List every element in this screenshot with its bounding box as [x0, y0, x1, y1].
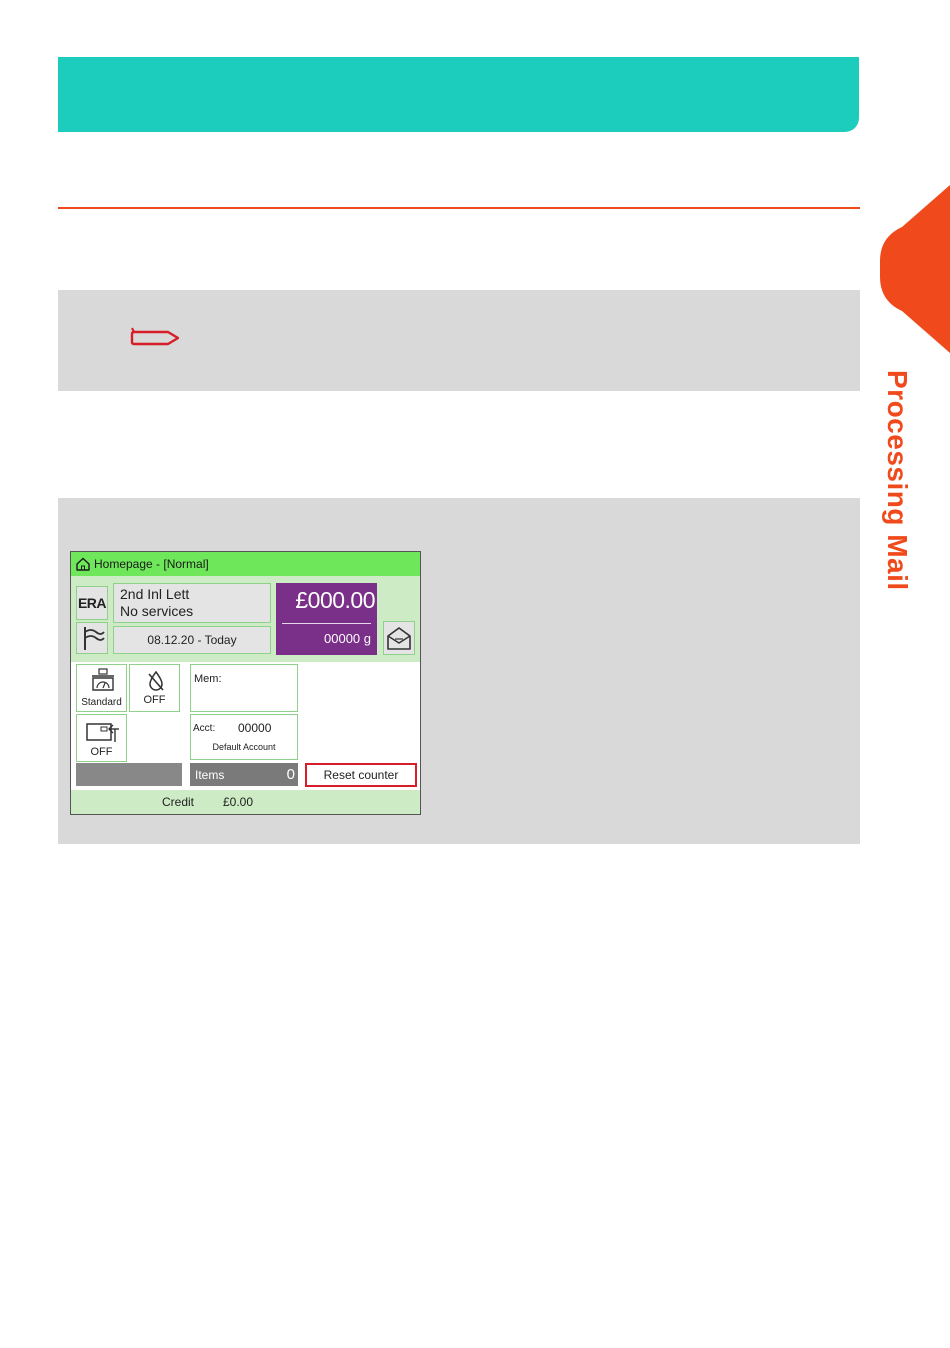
screenshot-panel	[58, 498, 860, 844]
feeder-status: OFF	[90, 746, 113, 758]
ink-status: OFF	[143, 694, 166, 706]
postage-price-display[interactable]	[276, 583, 377, 655]
reset-counter-button[interactable]: Reset counter	[305, 763, 417, 787]
mail-icon	[384, 622, 414, 654]
ink-drop-icon	[146, 670, 166, 692]
items-counter	[190, 763, 298, 786]
screen-title: Homepage - [Normal]	[94, 557, 209, 571]
price-divider	[282, 623, 371, 624]
postage-amount: £000.00	[295, 587, 375, 613]
device-screen	[70, 551, 421, 815]
era-button[interactable]: ERA	[76, 586, 108, 620]
scale-icon	[90, 668, 116, 692]
ink-button[interactable]	[129, 664, 180, 712]
date-selector[interactable]: 08.12.20 - Today	[113, 626, 271, 654]
screen-titlebar	[71, 552, 420, 576]
flag-icon	[77, 623, 107, 653]
mail-button[interactable]	[383, 621, 415, 655]
items-count: 0	[286, 766, 295, 783]
service-name: 2nd Inl Lett	[120, 586, 190, 602]
chapter-header-bar	[58, 57, 859, 132]
service-options: No services	[120, 603, 194, 619]
scale-standard-button[interactable]	[76, 664, 127, 712]
note-pointer-icon	[130, 326, 182, 350]
scale-mode-label: Standard	[81, 697, 122, 708]
home-icon[interactable]	[76, 557, 90, 571]
account-label: Acct:	[193, 723, 216, 734]
credit-bar	[71, 790, 420, 814]
chapter-tab-shape	[880, 185, 950, 353]
flag-button[interactable]	[76, 622, 108, 654]
feeder-button[interactable]	[76, 714, 127, 762]
status-bar-blank	[76, 763, 182, 786]
credit-value: £0.00	[223, 795, 254, 809]
items-label: Items	[195, 768, 225, 782]
service-selector[interactable]	[113, 583, 271, 623]
account-number: 00000	[238, 721, 272, 735]
note-box	[58, 290, 860, 391]
account-button[interactable]	[190, 714, 298, 760]
feeder-icon	[85, 720, 121, 744]
account-name: Default Account	[212, 742, 276, 752]
memory-button[interactable]: Mem:	[190, 664, 298, 712]
chapter-side-label: Processing Mail	[882, 370, 913, 591]
section-divider	[58, 207, 860, 209]
postage-summary-area	[71, 576, 420, 662]
mail-weight: 00000 g	[324, 631, 371, 646]
credit-label: Credit	[162, 795, 195, 809]
